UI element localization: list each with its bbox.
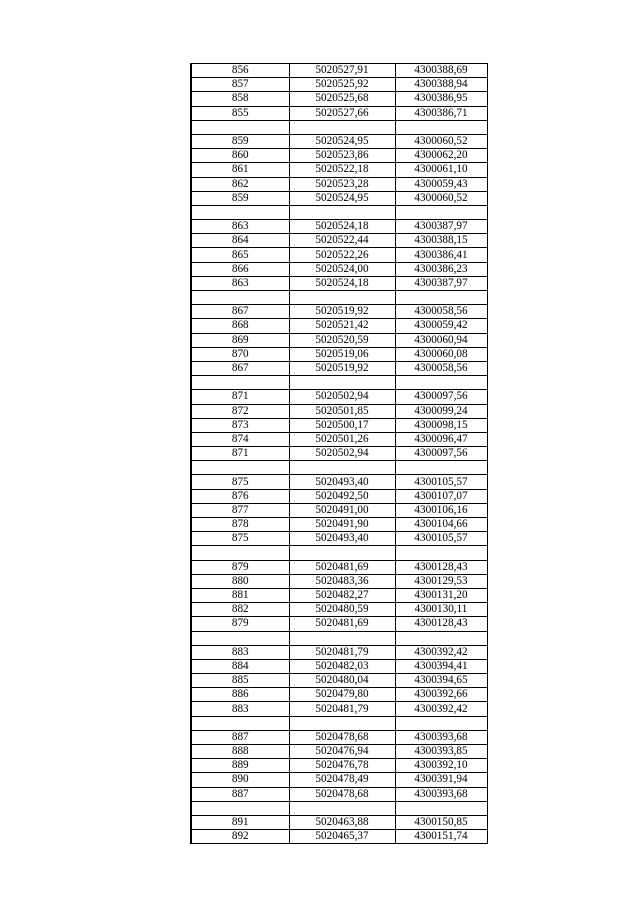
- point-number-cell: 887: [191, 787, 289, 801]
- table-row: [191, 205, 487, 219]
- y-coordinate-cell: 4300059,43: [395, 177, 487, 191]
- point-number-cell: 866: [191, 262, 289, 276]
- x-coordinate-cell: 5020480,59: [289, 603, 395, 617]
- point-number-cell: 882: [191, 603, 289, 617]
- point-number-cell: 873: [191, 418, 289, 432]
- table-row: [191, 361, 487, 375]
- table-row: [191, 518, 487, 532]
- x-coordinate-cell: 5020519,06: [289, 347, 395, 361]
- y-coordinate-cell: 4300060,94: [395, 333, 487, 347]
- x-coordinate-cell: [289, 631, 395, 645]
- x-coordinate-cell: 5020480,04: [289, 674, 395, 688]
- table-row: [191, 787, 487, 801]
- x-coordinate-cell: [289, 205, 395, 219]
- y-coordinate-cell: 4300393,85: [395, 745, 487, 759]
- table-row: [191, 432, 487, 446]
- table-row: [191, 163, 487, 177]
- table-row: [191, 688, 487, 702]
- table-row: [191, 631, 487, 645]
- y-coordinate-cell: [395, 205, 487, 219]
- point-number-cell: 860: [191, 149, 289, 163]
- x-coordinate-cell: 5020519,92: [289, 305, 395, 319]
- y-coordinate-cell: [395, 716, 487, 730]
- point-number-cell: [191, 376, 289, 390]
- point-number-cell: 865: [191, 248, 289, 262]
- point-number-cell: 862: [191, 177, 289, 191]
- point-number-cell: 859: [191, 191, 289, 205]
- point-number-cell: [191, 716, 289, 730]
- coordinates-table: [190, 63, 488, 844]
- x-coordinate-cell: 5020525,68: [289, 92, 395, 106]
- y-coordinate-cell: 4300394,65: [395, 674, 487, 688]
- point-number-cell: [191, 205, 289, 219]
- table-row: [191, 319, 487, 333]
- x-coordinate-cell: 5020523,28: [289, 177, 395, 191]
- table-row: [191, 120, 487, 134]
- table-row: [191, 248, 487, 262]
- y-coordinate-cell: 4300097,56: [395, 390, 487, 404]
- x-coordinate-cell: 5020524,95: [289, 191, 395, 205]
- point-number-cell: 879: [191, 617, 289, 631]
- x-coordinate-cell: [289, 801, 395, 815]
- table-row: [191, 333, 487, 347]
- point-number-cell: 883: [191, 645, 289, 659]
- x-coordinate-cell: 5020520,59: [289, 333, 395, 347]
- table-row: [191, 603, 487, 617]
- table-row: [191, 64, 487, 78]
- table-row: [191, 291, 487, 305]
- y-coordinate-cell: 4300388,69: [395, 64, 487, 78]
- y-coordinate-cell: 4300387,97: [395, 276, 487, 290]
- y-coordinate-cell: 4300394,41: [395, 659, 487, 673]
- y-coordinate-cell: 4300386,95: [395, 92, 487, 106]
- table-row: [191, 106, 487, 120]
- table-row: [191, 134, 487, 148]
- x-coordinate-cell: 5020482,27: [289, 588, 395, 602]
- y-coordinate-cell: 4300097,56: [395, 447, 487, 461]
- point-number-cell: 870: [191, 347, 289, 361]
- y-coordinate-cell: 4300393,68: [395, 730, 487, 744]
- x-coordinate-cell: 5020519,92: [289, 361, 395, 375]
- y-coordinate-cell: [395, 801, 487, 815]
- table-row: [191, 404, 487, 418]
- y-coordinate-cell: [395, 376, 487, 390]
- x-coordinate-cell: 5020524,95: [289, 134, 395, 148]
- y-coordinate-cell: 4300058,56: [395, 361, 487, 375]
- point-number-cell: 877: [191, 503, 289, 517]
- y-coordinate-cell: 4300099,24: [395, 404, 487, 418]
- table-row: [191, 418, 487, 432]
- table-row: [191, 574, 487, 588]
- y-coordinate-cell: [395, 461, 487, 475]
- x-coordinate-cell: 5020501,85: [289, 404, 395, 418]
- x-coordinate-cell: 5020478,68: [289, 787, 395, 801]
- point-number-cell: 874: [191, 432, 289, 446]
- table-row: [191, 645, 487, 659]
- point-number-cell: 876: [191, 489, 289, 503]
- table-row: [191, 503, 487, 517]
- table-row: [191, 702, 487, 716]
- y-coordinate-cell: 4300062,20: [395, 149, 487, 163]
- x-coordinate-cell: 5020501,26: [289, 432, 395, 446]
- x-coordinate-cell: 5020481,69: [289, 617, 395, 631]
- table-row: [191, 149, 487, 163]
- point-number-cell: 878: [191, 518, 289, 532]
- table-row: [191, 276, 487, 290]
- point-number-cell: 857: [191, 78, 289, 92]
- x-coordinate-cell: 5020525,92: [289, 78, 395, 92]
- x-coordinate-cell: 5020500,17: [289, 418, 395, 432]
- y-coordinate-cell: 4300058,56: [395, 305, 487, 319]
- x-coordinate-cell: 5020493,40: [289, 475, 395, 489]
- point-number-cell: [191, 291, 289, 305]
- y-coordinate-cell: 4300060,52: [395, 134, 487, 148]
- y-coordinate-cell: 4300151,74: [395, 830, 487, 844]
- y-coordinate-cell: 4300059,42: [395, 319, 487, 333]
- table-row: [191, 376, 487, 390]
- y-coordinate-cell: 4300131,20: [395, 588, 487, 602]
- y-coordinate-cell: 4300105,57: [395, 532, 487, 546]
- table-row: [191, 489, 487, 503]
- table-row: [191, 532, 487, 546]
- y-coordinate-cell: 4300392,10: [395, 759, 487, 773]
- y-coordinate-cell: [395, 631, 487, 645]
- table-row: [191, 773, 487, 787]
- x-coordinate-cell: 5020478,49: [289, 773, 395, 787]
- table-row: [191, 560, 487, 574]
- table-row: [191, 801, 487, 815]
- point-number-cell: 884: [191, 659, 289, 673]
- x-coordinate-cell: 5020527,91: [289, 64, 395, 78]
- point-number-cell: 868: [191, 319, 289, 333]
- x-coordinate-cell: 5020481,79: [289, 645, 395, 659]
- y-coordinate-cell: [395, 546, 487, 560]
- x-coordinate-cell: 5020491,90: [289, 518, 395, 532]
- point-number-cell: 871: [191, 390, 289, 404]
- table-row: [191, 475, 487, 489]
- point-number-cell: 883: [191, 702, 289, 716]
- table-row: [191, 262, 487, 276]
- y-coordinate-cell: 4300128,43: [395, 560, 487, 574]
- coordinates-table-body: [191, 64, 487, 844]
- x-coordinate-cell: 5020481,79: [289, 702, 395, 716]
- x-coordinate-cell: 5020524,18: [289, 220, 395, 234]
- y-coordinate-cell: 4300392,66: [395, 688, 487, 702]
- point-number-cell: [191, 546, 289, 560]
- y-coordinate-cell: 4300129,53: [395, 574, 487, 588]
- point-number-cell: 888: [191, 745, 289, 759]
- y-coordinate-cell: 4300098,15: [395, 418, 487, 432]
- x-coordinate-cell: [289, 461, 395, 475]
- table-row: [191, 745, 487, 759]
- table-row: [191, 390, 487, 404]
- x-coordinate-cell: 5020465,37: [289, 830, 395, 844]
- y-coordinate-cell: 4300392,42: [395, 702, 487, 716]
- x-coordinate-cell: 5020476,78: [289, 759, 395, 773]
- table-row: [191, 716, 487, 730]
- point-number-cell: 879: [191, 560, 289, 574]
- x-coordinate-cell: 5020493,40: [289, 532, 395, 546]
- point-number-cell: 880: [191, 574, 289, 588]
- table-row: [191, 659, 487, 673]
- point-number-cell: 855: [191, 106, 289, 120]
- table-row: [191, 617, 487, 631]
- x-coordinate-cell: 5020523,86: [289, 149, 395, 163]
- point-number-cell: 869: [191, 333, 289, 347]
- x-coordinate-cell: 5020522,26: [289, 248, 395, 262]
- point-number-cell: 885: [191, 674, 289, 688]
- x-coordinate-cell: 5020463,88: [289, 815, 395, 829]
- y-coordinate-cell: 4300393,68: [395, 787, 487, 801]
- point-number-cell: [191, 631, 289, 645]
- y-coordinate-cell: 4300387,97: [395, 220, 487, 234]
- point-number-cell: 871: [191, 447, 289, 461]
- table-row: [191, 234, 487, 248]
- table-row: [191, 177, 487, 191]
- x-coordinate-cell: [289, 120, 395, 134]
- y-coordinate-cell: 4300104,66: [395, 518, 487, 532]
- x-coordinate-cell: 5020521,42: [289, 319, 395, 333]
- x-coordinate-cell: 5020524,00: [289, 262, 395, 276]
- y-coordinate-cell: 4300105,57: [395, 475, 487, 489]
- point-number-cell: 863: [191, 276, 289, 290]
- y-coordinate-cell: 4300128,43: [395, 617, 487, 631]
- point-number-cell: 875: [191, 475, 289, 489]
- x-coordinate-cell: [289, 546, 395, 560]
- table-row: [191, 347, 487, 361]
- table-row: [191, 461, 487, 475]
- point-number-cell: 890: [191, 773, 289, 787]
- x-coordinate-cell: 5020482,03: [289, 659, 395, 673]
- point-number-cell: [191, 801, 289, 815]
- point-number-cell: 881: [191, 588, 289, 602]
- x-coordinate-cell: [289, 291, 395, 305]
- y-coordinate-cell: 4300096,47: [395, 432, 487, 446]
- point-number-cell: 858: [191, 92, 289, 106]
- x-coordinate-cell: 5020524,18: [289, 276, 395, 290]
- table-row: [191, 191, 487, 205]
- point-number-cell: 856: [191, 64, 289, 78]
- y-coordinate-cell: [395, 291, 487, 305]
- table-row: [191, 759, 487, 773]
- x-coordinate-cell: 5020522,18: [289, 163, 395, 177]
- x-coordinate-cell: 5020522,44: [289, 234, 395, 248]
- point-number-cell: 875: [191, 532, 289, 546]
- x-coordinate-cell: 5020476,94: [289, 745, 395, 759]
- y-coordinate-cell: 4300061,10: [395, 163, 487, 177]
- table-row: [191, 588, 487, 602]
- table-row: [191, 674, 487, 688]
- point-number-cell: 863: [191, 220, 289, 234]
- y-coordinate-cell: 4300391,94: [395, 773, 487, 787]
- y-coordinate-cell: 4300392,42: [395, 645, 487, 659]
- x-coordinate-cell: 5020491,00: [289, 503, 395, 517]
- y-coordinate-cell: 4300386,23: [395, 262, 487, 276]
- point-number-cell: 892: [191, 830, 289, 844]
- table-row: [191, 546, 487, 560]
- table-row: [191, 815, 487, 829]
- table-row: [191, 730, 487, 744]
- y-coordinate-cell: 4300130,11: [395, 603, 487, 617]
- y-coordinate-cell: 4300388,94: [395, 78, 487, 92]
- y-coordinate-cell: 4300107,07: [395, 489, 487, 503]
- y-coordinate-cell: 4300150,85: [395, 815, 487, 829]
- x-coordinate-cell: 5020479,80: [289, 688, 395, 702]
- y-coordinate-cell: 4300106,16: [395, 503, 487, 517]
- x-coordinate-cell: [289, 716, 395, 730]
- x-coordinate-cell: [289, 376, 395, 390]
- point-number-cell: [191, 461, 289, 475]
- x-coordinate-cell: 5020483,36: [289, 574, 395, 588]
- x-coordinate-cell: 5020478,68: [289, 730, 395, 744]
- y-coordinate-cell: 4300060,52: [395, 191, 487, 205]
- point-number-cell: 886: [191, 688, 289, 702]
- point-number-cell: 887: [191, 730, 289, 744]
- table-row: [191, 92, 487, 106]
- point-number-cell: 891: [191, 815, 289, 829]
- point-number-cell: 859: [191, 134, 289, 148]
- table-row: [191, 830, 487, 844]
- y-coordinate-cell: [395, 120, 487, 134]
- y-coordinate-cell: 4300386,41: [395, 248, 487, 262]
- x-coordinate-cell: 5020502,94: [289, 390, 395, 404]
- table-row: [191, 220, 487, 234]
- point-number-cell: 861: [191, 163, 289, 177]
- point-number-cell: 864: [191, 234, 289, 248]
- point-number-cell: 867: [191, 305, 289, 319]
- point-number-cell: 867: [191, 361, 289, 375]
- point-number-cell: [191, 120, 289, 134]
- x-coordinate-cell: 5020492,50: [289, 489, 395, 503]
- point-number-cell: 872: [191, 404, 289, 418]
- y-coordinate-cell: 4300386,71: [395, 106, 487, 120]
- point-number-cell: 889: [191, 759, 289, 773]
- y-coordinate-cell: 4300388,15: [395, 234, 487, 248]
- x-coordinate-cell: 5020527,66: [289, 106, 395, 120]
- table-row: [191, 78, 487, 92]
- table-row: [191, 447, 487, 461]
- x-coordinate-cell: 5020502,94: [289, 447, 395, 461]
- y-coordinate-cell: 4300060,08: [395, 347, 487, 361]
- x-coordinate-cell: 5020481,69: [289, 560, 395, 574]
- table-row: [191, 305, 487, 319]
